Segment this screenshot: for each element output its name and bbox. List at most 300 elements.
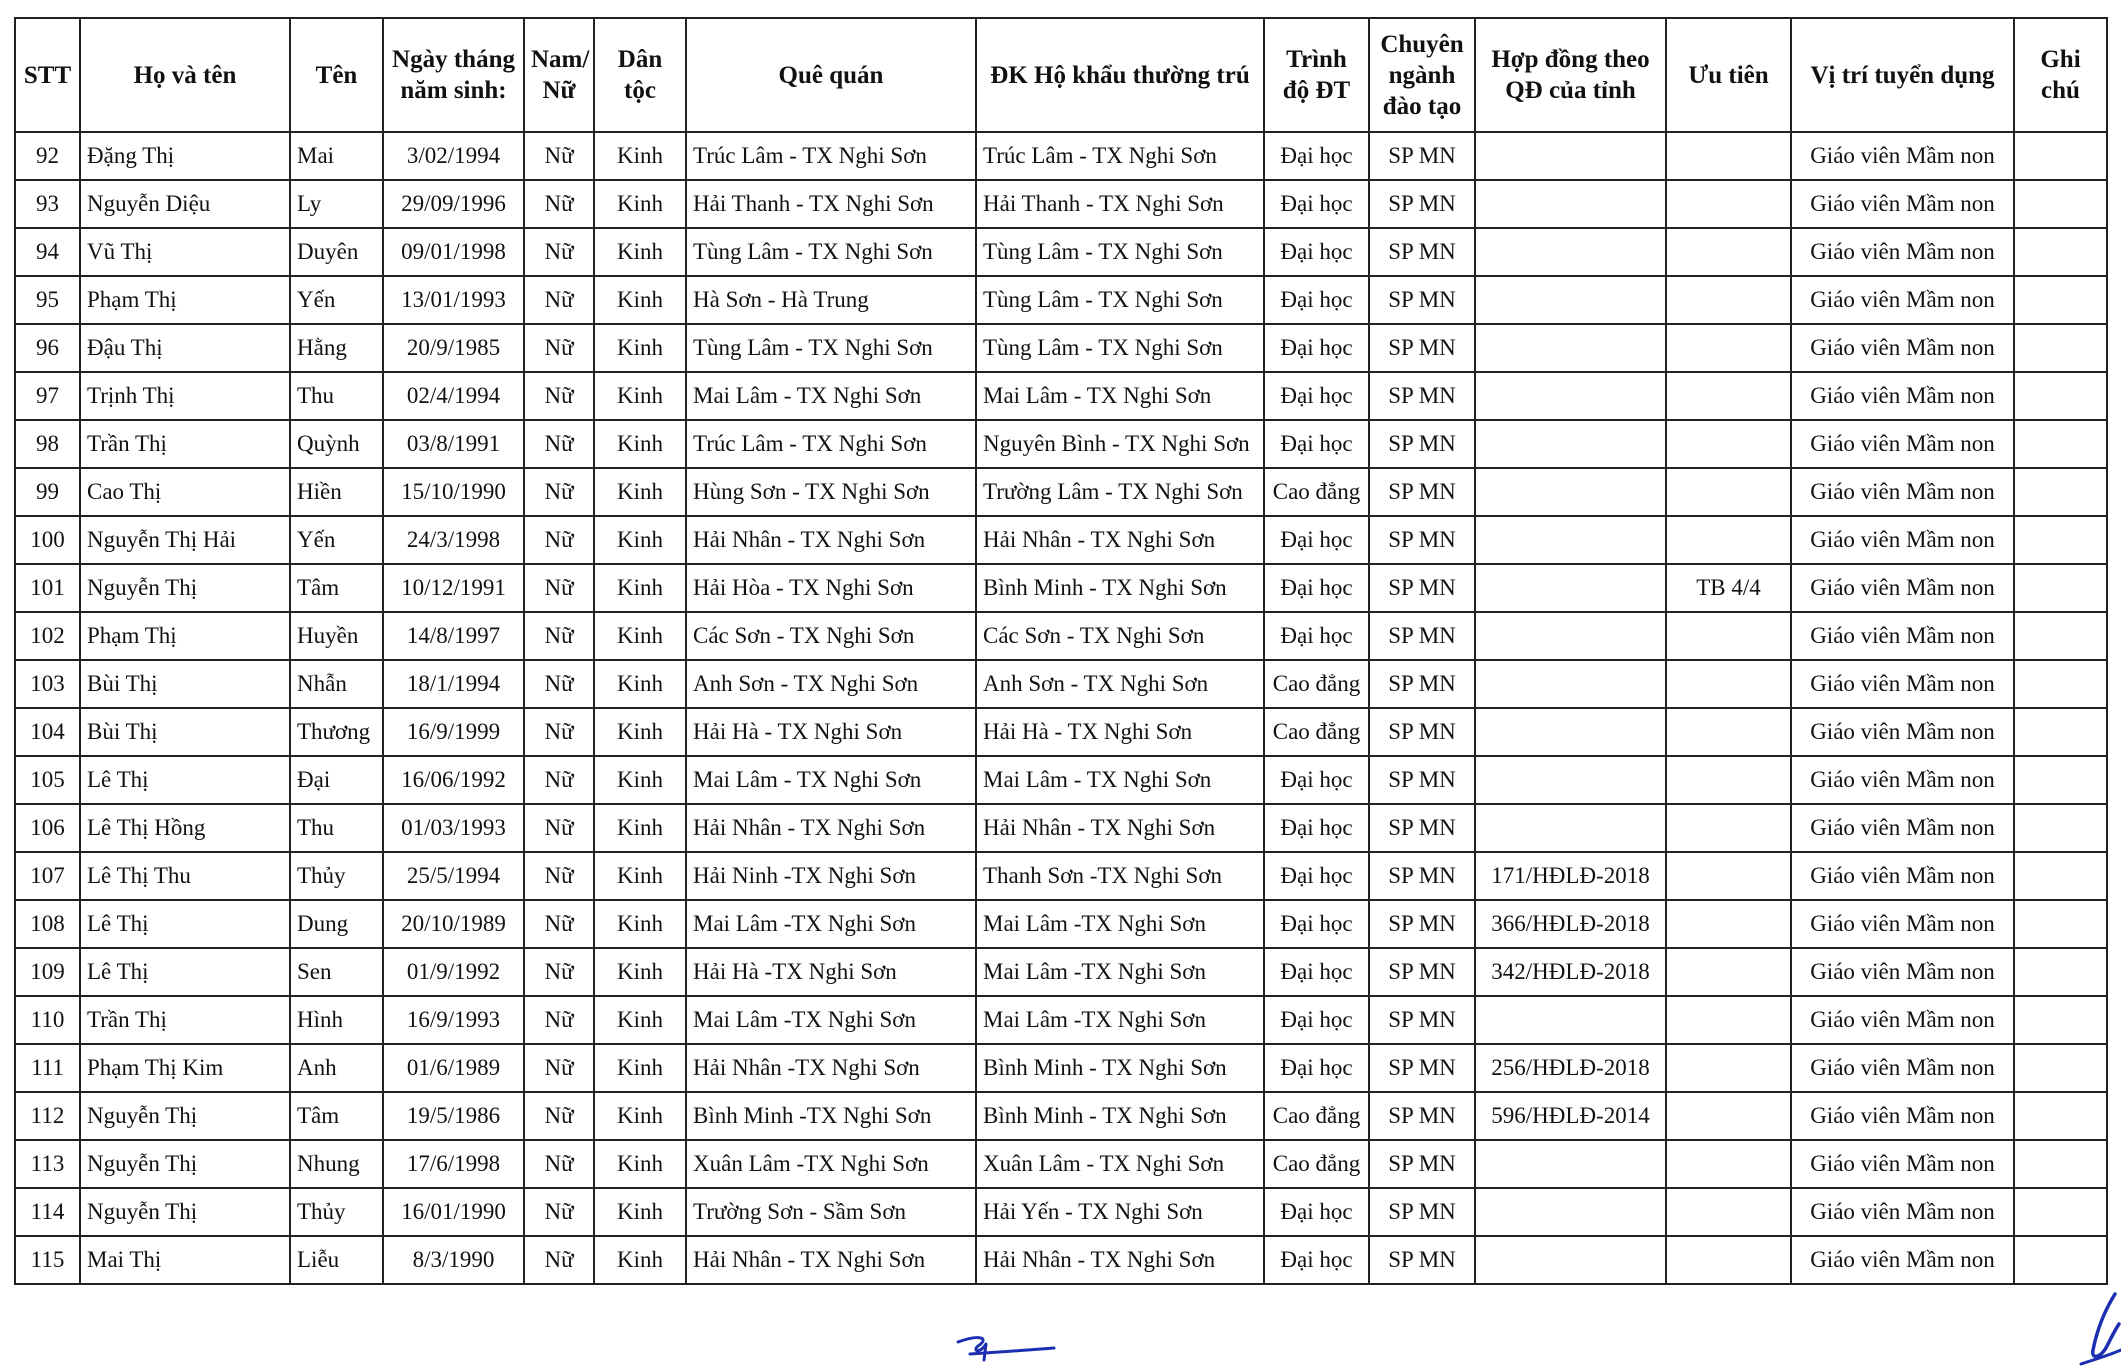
cell-ten: Anh bbox=[290, 1044, 383, 1092]
cell-stt: 93 bbox=[15, 180, 80, 228]
cell-que-quan: Trường Sơn - Sầm Sơn bbox=[686, 1188, 976, 1236]
cell-ten: Ly bbox=[290, 180, 383, 228]
cell-vi-tri: Giáo viên Mầm non bbox=[1791, 276, 2014, 324]
cell-ho-va-ten: Phạm Thị Kim bbox=[80, 1044, 290, 1092]
cell-hop-dong: 256/HĐLĐ-2018 bbox=[1475, 1044, 1666, 1092]
cell-ngay-sinh: 16/9/1993 bbox=[383, 996, 524, 1044]
cell-ghi-chu bbox=[2014, 852, 2107, 900]
header-chuyen-nganh: Chuyên ngành đào tạo bbox=[1369, 18, 1475, 132]
cell-hop-dong: 366/HĐLĐ-2018 bbox=[1475, 900, 1666, 948]
cell-que-quan: Xuân Lâm -TX Nghi Sơn bbox=[686, 1140, 976, 1188]
cell-ngay-sinh: 16/06/1992 bbox=[383, 756, 524, 804]
cell-que-quan: Tùng Lâm - TX Nghi Sơn bbox=[686, 324, 976, 372]
cell-ho-va-ten: Lê Thị bbox=[80, 948, 290, 996]
table-row bbox=[15, 852, 2107, 900]
cell-ten: Thương bbox=[290, 708, 383, 756]
cell-ngay-sinh: 3/02/1994 bbox=[383, 132, 524, 180]
cell-ten: Hình bbox=[290, 996, 383, 1044]
cell-ten: Liễu bbox=[290, 1236, 383, 1284]
cell-chuyen-nganh: SP MN bbox=[1369, 564, 1475, 612]
cell-trinh-do: Đại học bbox=[1264, 756, 1369, 804]
cell-hop-dong bbox=[1475, 660, 1666, 708]
cell-uu-tien bbox=[1666, 660, 1791, 708]
cell-vi-tri: Giáo viên Mầm non bbox=[1791, 180, 2014, 228]
signature-initials-right-icon bbox=[2075, 1290, 2121, 1369]
cell-stt: 105 bbox=[15, 756, 80, 804]
cell-que-quan: Hải Hà - TX Nghi Sơn bbox=[686, 708, 976, 756]
cell-hop-dong bbox=[1475, 468, 1666, 516]
table-row bbox=[15, 324, 2107, 372]
cell-ngay-sinh: 24/3/1998 bbox=[383, 516, 524, 564]
cell-que-quan: Hà Sơn - Hà Trung bbox=[686, 276, 976, 324]
cell-ghi-chu bbox=[2014, 900, 2107, 948]
cell-hop-dong bbox=[1475, 564, 1666, 612]
cell-hop-dong bbox=[1475, 1236, 1666, 1284]
cell-gioi-tinh: Nữ bbox=[524, 1236, 594, 1284]
cell-hop-dong bbox=[1475, 1140, 1666, 1188]
cell-ho-khau: Mai Lâm - TX Nghi Sơn bbox=[976, 372, 1264, 420]
cell-que-quan: Mai Lâm - TX Nghi Sơn bbox=[686, 372, 976, 420]
cell-ten: Huyền bbox=[290, 612, 383, 660]
cell-ngay-sinh: 8/3/1990 bbox=[383, 1236, 524, 1284]
cell-vi-tri: Giáo viên Mầm non bbox=[1791, 852, 2014, 900]
table-row bbox=[15, 420, 2107, 468]
cell-dan-toc: Kinh bbox=[594, 1188, 686, 1236]
cell-gioi-tinh: Nữ bbox=[524, 612, 594, 660]
cell-gioi-tinh: Nữ bbox=[524, 1188, 594, 1236]
cell-ghi-chu bbox=[2014, 612, 2107, 660]
cell-stt: 103 bbox=[15, 660, 80, 708]
header-ho-va-ten: Họ và tên bbox=[80, 18, 290, 132]
cell-chuyen-nganh: SP MN bbox=[1369, 1044, 1475, 1092]
cell-ho-va-ten: Trịnh Thị bbox=[80, 372, 290, 420]
cell-chuyen-nganh: SP MN bbox=[1369, 468, 1475, 516]
cell-ngay-sinh: 13/01/1993 bbox=[383, 276, 524, 324]
cell-uu-tien bbox=[1666, 852, 1791, 900]
cell-ten: Tâm bbox=[290, 564, 383, 612]
cell-gioi-tinh: Nữ bbox=[524, 900, 594, 948]
table-row bbox=[15, 660, 2107, 708]
cell-ghi-chu bbox=[2014, 468, 2107, 516]
cell-stt: 107 bbox=[15, 852, 80, 900]
cell-ten: Hiền bbox=[290, 468, 383, 516]
table-row bbox=[15, 900, 2107, 948]
cell-stt: 108 bbox=[15, 900, 80, 948]
cell-trinh-do: Đại học bbox=[1264, 804, 1369, 852]
cell-stt: 110 bbox=[15, 996, 80, 1044]
table-row bbox=[15, 468, 2107, 516]
cell-chuyen-nganh: SP MN bbox=[1369, 1140, 1475, 1188]
cell-que-quan: Bình Minh -TX Nghi Sơn bbox=[686, 1092, 976, 1140]
cell-chuyen-nganh: SP MN bbox=[1369, 612, 1475, 660]
cell-stt: 114 bbox=[15, 1188, 80, 1236]
cell-ho-va-ten: Nguyễn Thị bbox=[80, 1188, 290, 1236]
cell-ten: Yến bbox=[290, 276, 383, 324]
table-row bbox=[15, 372, 2107, 420]
cell-vi-tri: Giáo viên Mầm non bbox=[1791, 468, 2014, 516]
cell-chuyen-nganh: SP MN bbox=[1369, 132, 1475, 180]
cell-stt: 112 bbox=[15, 1092, 80, 1140]
cell-ho-khau: Các Sơn - TX Nghi Sơn bbox=[976, 612, 1264, 660]
cell-ho-va-ten: Bùi Thị bbox=[80, 708, 290, 756]
cell-que-quan: Hải Hà -TX Nghi Sơn bbox=[686, 948, 976, 996]
cell-ho-khau: Anh Sơn - TX Nghi Sơn bbox=[976, 660, 1264, 708]
header-row bbox=[15, 18, 2107, 132]
cell-ho-va-ten: Lê Thị bbox=[80, 900, 290, 948]
cell-chuyen-nganh: SP MN bbox=[1369, 660, 1475, 708]
cell-que-quan: Mai Lâm -TX Nghi Sơn bbox=[686, 996, 976, 1044]
cell-chuyen-nganh: SP MN bbox=[1369, 900, 1475, 948]
table-row bbox=[15, 756, 2107, 804]
cell-gioi-tinh: Nữ bbox=[524, 276, 594, 324]
cell-dan-toc: Kinh bbox=[594, 708, 686, 756]
cell-stt: 102 bbox=[15, 612, 80, 660]
cell-trinh-do: Đại học bbox=[1264, 1188, 1369, 1236]
cell-ten: Đại bbox=[290, 756, 383, 804]
signature-initials-center-icon bbox=[950, 1326, 1060, 1366]
cell-ngay-sinh: 15/10/1990 bbox=[383, 468, 524, 516]
cell-ho-khau: Mai Lâm -TX Nghi Sơn bbox=[976, 996, 1264, 1044]
table-row bbox=[15, 228, 2107, 276]
cell-vi-tri: Giáo viên Mầm non bbox=[1791, 1092, 2014, 1140]
cell-trinh-do: Đại học bbox=[1264, 900, 1369, 948]
cell-uu-tien bbox=[1666, 468, 1791, 516]
cell-ghi-chu bbox=[2014, 564, 2107, 612]
cell-gioi-tinh: Nữ bbox=[524, 420, 594, 468]
cell-ho-khau: Trường Lâm - TX Nghi Sơn bbox=[976, 468, 1264, 516]
cell-stt: 100 bbox=[15, 516, 80, 564]
cell-ho-va-ten: Nguyễn Thị Hải bbox=[80, 516, 290, 564]
cell-ngay-sinh: 09/01/1998 bbox=[383, 228, 524, 276]
cell-chuyen-nganh: SP MN bbox=[1369, 180, 1475, 228]
cell-trinh-do: Đại học bbox=[1264, 516, 1369, 564]
table-row bbox=[15, 276, 2107, 324]
cell-ngay-sinh: 01/03/1993 bbox=[383, 804, 524, 852]
cell-vi-tri: Giáo viên Mầm non bbox=[1791, 660, 2014, 708]
cell-ho-va-ten: Nguyễn Diệu bbox=[80, 180, 290, 228]
cell-trinh-do: Cao đẳng bbox=[1264, 1092, 1369, 1140]
cell-chuyen-nganh: SP MN bbox=[1369, 516, 1475, 564]
cell-vi-tri: Giáo viên Mầm non bbox=[1791, 228, 2014, 276]
cell-stt: 104 bbox=[15, 708, 80, 756]
cell-que-quan: Hải Nhân - TX Nghi Sơn bbox=[686, 516, 976, 564]
cell-ngay-sinh: 16/01/1990 bbox=[383, 1188, 524, 1236]
cell-ho-khau: Bình Minh - TX Nghi Sơn bbox=[976, 1044, 1264, 1092]
cell-vi-tri: Giáo viên Mầm non bbox=[1791, 516, 2014, 564]
cell-dan-toc: Kinh bbox=[594, 612, 686, 660]
cell-trinh-do: Đại học bbox=[1264, 180, 1369, 228]
cell-hop-dong bbox=[1475, 1188, 1666, 1236]
cell-ho-va-ten: Lê Thị Hồng bbox=[80, 804, 290, 852]
cell-ghi-chu bbox=[2014, 1236, 2107, 1284]
cell-ten: Tâm bbox=[290, 1092, 383, 1140]
header-vi-tri: Vị trí tuyển dụng bbox=[1791, 18, 2014, 132]
table-row bbox=[15, 180, 2107, 228]
cell-ten: Thủy bbox=[290, 1188, 383, 1236]
cell-uu-tien bbox=[1666, 324, 1791, 372]
cell-vi-tri: Giáo viên Mầm non bbox=[1791, 804, 2014, 852]
cell-ngay-sinh: 20/10/1989 bbox=[383, 900, 524, 948]
cell-ngay-sinh: 01/6/1989 bbox=[383, 1044, 524, 1092]
cell-chuyen-nganh: SP MN bbox=[1369, 948, 1475, 996]
cell-gioi-tinh: Nữ bbox=[524, 1092, 594, 1140]
cell-ten: Duyên bbox=[290, 228, 383, 276]
cell-trinh-do: Đại học bbox=[1264, 1236, 1369, 1284]
cell-que-quan: Hải Ninh -TX Nghi Sơn bbox=[686, 852, 976, 900]
cell-gioi-tinh: Nữ bbox=[524, 324, 594, 372]
cell-que-quan: Hải Hòa - TX Nghi Sơn bbox=[686, 564, 976, 612]
cell-ho-khau: Mai Lâm -TX Nghi Sơn bbox=[976, 948, 1264, 996]
cell-ngay-sinh: 17/6/1998 bbox=[383, 1140, 524, 1188]
cell-trinh-do: Đại học bbox=[1264, 132, 1369, 180]
cell-vi-tri: Giáo viên Mầm non bbox=[1791, 1236, 2014, 1284]
header-trinh-do: Trình độ ĐT bbox=[1264, 18, 1369, 132]
cell-chuyen-nganh: SP MN bbox=[1369, 276, 1475, 324]
cell-hop-dong bbox=[1475, 612, 1666, 660]
cell-stt: 113 bbox=[15, 1140, 80, 1188]
cell-ho-khau: Hải Nhân - TX Nghi Sơn bbox=[976, 1236, 1264, 1284]
cell-ho-khau: Hải Nhân - TX Nghi Sơn bbox=[976, 804, 1264, 852]
cell-ngay-sinh: 01/9/1992 bbox=[383, 948, 524, 996]
cell-dan-toc: Kinh bbox=[594, 372, 686, 420]
cell-ghi-chu bbox=[2014, 372, 2107, 420]
cell-dan-toc: Kinh bbox=[594, 804, 686, 852]
candidate-table bbox=[14, 17, 2108, 1285]
cell-ho-khau: Mai Lâm -TX Nghi Sơn bbox=[976, 900, 1264, 948]
cell-vi-tri: Giáo viên Mầm non bbox=[1791, 420, 2014, 468]
cell-hop-dong bbox=[1475, 420, 1666, 468]
cell-dan-toc: Kinh bbox=[594, 852, 686, 900]
cell-dan-toc: Kinh bbox=[594, 420, 686, 468]
cell-hop-dong bbox=[1475, 324, 1666, 372]
cell-dan-toc: Kinh bbox=[594, 180, 686, 228]
cell-trinh-do: Đại học bbox=[1264, 948, 1369, 996]
cell-hop-dong: 596/HĐLĐ-2014 bbox=[1475, 1092, 1666, 1140]
cell-ghi-chu bbox=[2014, 1188, 2107, 1236]
cell-uu-tien bbox=[1666, 1044, 1791, 1092]
table-row bbox=[15, 1140, 2107, 1188]
cell-uu-tien bbox=[1666, 948, 1791, 996]
cell-ho-va-ten: Mai Thị bbox=[80, 1236, 290, 1284]
cell-dan-toc: Kinh bbox=[594, 228, 686, 276]
cell-vi-tri: Giáo viên Mầm non bbox=[1791, 756, 2014, 804]
cell-chuyen-nganh: SP MN bbox=[1369, 852, 1475, 900]
cell-stt: 109 bbox=[15, 948, 80, 996]
cell-trinh-do: Cao đẳng bbox=[1264, 1140, 1369, 1188]
cell-ho-khau: Xuân Lâm - TX Nghi Sơn bbox=[976, 1140, 1264, 1188]
cell-ngay-sinh: 14/8/1997 bbox=[383, 612, 524, 660]
cell-ho-va-ten: Cao Thị bbox=[80, 468, 290, 516]
cell-chuyen-nganh: SP MN bbox=[1369, 1188, 1475, 1236]
cell-chuyen-nganh: SP MN bbox=[1369, 228, 1475, 276]
cell-stt: 115 bbox=[15, 1236, 80, 1284]
cell-ghi-chu bbox=[2014, 324, 2107, 372]
cell-trinh-do: Đại học bbox=[1264, 564, 1369, 612]
cell-stt: 101 bbox=[15, 564, 80, 612]
header-dan-toc: Dân tộc bbox=[594, 18, 686, 132]
cell-vi-tri: Giáo viên Mầm non bbox=[1791, 612, 2014, 660]
cell-dan-toc: Kinh bbox=[594, 132, 686, 180]
cell-ten: Sen bbox=[290, 948, 383, 996]
cell-trinh-do: Đại học bbox=[1264, 372, 1369, 420]
cell-vi-tri: Giáo viên Mầm non bbox=[1791, 1140, 2014, 1188]
cell-chuyen-nganh: SP MN bbox=[1369, 420, 1475, 468]
cell-dan-toc: Kinh bbox=[594, 1044, 686, 1092]
cell-ho-va-ten: Nguyễn Thị bbox=[80, 1140, 290, 1188]
cell-que-quan: Anh Sơn - TX Nghi Sơn bbox=[686, 660, 976, 708]
cell-ho-khau: Nguyên Bình - TX Nghi Sơn bbox=[976, 420, 1264, 468]
header-uu-tien: Ưu tiên bbox=[1666, 18, 1791, 132]
cell-ten: Nhung bbox=[290, 1140, 383, 1188]
cell-ho-khau: Hải Yến - TX Nghi Sơn bbox=[976, 1188, 1264, 1236]
cell-ghi-chu bbox=[2014, 660, 2107, 708]
cell-dan-toc: Kinh bbox=[594, 996, 686, 1044]
cell-ho-va-ten: Trần Thị bbox=[80, 420, 290, 468]
cell-dan-toc: Kinh bbox=[594, 564, 686, 612]
cell-ten: Yến bbox=[290, 516, 383, 564]
table-row bbox=[15, 948, 2107, 996]
cell-dan-toc: Kinh bbox=[594, 1092, 686, 1140]
cell-ho-khau: Bình Minh - TX Nghi Sơn bbox=[976, 1092, 1264, 1140]
cell-ghi-chu bbox=[2014, 948, 2107, 996]
cell-hop-dong: 342/HĐLĐ-2018 bbox=[1475, 948, 1666, 996]
cell-trinh-do: Đại học bbox=[1264, 1044, 1369, 1092]
cell-ghi-chu bbox=[2014, 756, 2107, 804]
header-que-quan: Quê quán bbox=[686, 18, 976, 132]
cell-chuyen-nganh: SP MN bbox=[1369, 708, 1475, 756]
cell-stt: 97 bbox=[15, 372, 80, 420]
cell-ho-va-ten: Trần Thị bbox=[80, 996, 290, 1044]
cell-que-quan: Tùng Lâm - TX Nghi Sơn bbox=[686, 228, 976, 276]
cell-ghi-chu bbox=[2014, 276, 2107, 324]
cell-ho-khau: Hải Thanh - TX Nghi Sơn bbox=[976, 180, 1264, 228]
cell-uu-tien bbox=[1666, 372, 1791, 420]
cell-ten: Dung bbox=[290, 900, 383, 948]
cell-hop-dong bbox=[1475, 804, 1666, 852]
header-gioi-tinh: Nam/ Nữ bbox=[524, 18, 594, 132]
table-row bbox=[15, 516, 2107, 564]
cell-gioi-tinh: Nữ bbox=[524, 804, 594, 852]
cell-vi-tri: Giáo viên Mầm non bbox=[1791, 564, 2014, 612]
cell-ho-va-ten: Nguyễn Thị bbox=[80, 1092, 290, 1140]
cell-ghi-chu bbox=[2014, 804, 2107, 852]
cell-vi-tri: Giáo viên Mầm non bbox=[1791, 372, 2014, 420]
cell-gioi-tinh: Nữ bbox=[524, 708, 594, 756]
cell-ghi-chu bbox=[2014, 1092, 2107, 1140]
cell-uu-tien bbox=[1666, 1140, 1791, 1188]
cell-que-quan: Mai Lâm -TX Nghi Sơn bbox=[686, 900, 976, 948]
cell-que-quan: Trúc Lâm - TX Nghi Sơn bbox=[686, 420, 976, 468]
cell-que-quan: Hải Nhân -TX Nghi Sơn bbox=[686, 1044, 976, 1092]
cell-ten: Thu bbox=[290, 804, 383, 852]
cell-trinh-do: Đại học bbox=[1264, 228, 1369, 276]
cell-ho-khau: Trúc Lâm - TX Nghi Sơn bbox=[976, 132, 1264, 180]
cell-stt: 94 bbox=[15, 228, 80, 276]
cell-ho-va-ten: Vũ Thị bbox=[80, 228, 290, 276]
cell-ho-khau: Tùng Lâm - TX Nghi Sơn bbox=[976, 228, 1264, 276]
cell-chuyen-nganh: SP MN bbox=[1369, 324, 1475, 372]
cell-ten: Quỳnh bbox=[290, 420, 383, 468]
cell-hop-dong bbox=[1475, 180, 1666, 228]
cell-ho-khau: Hải Nhân - TX Nghi Sơn bbox=[976, 516, 1264, 564]
cell-chuyen-nganh: SP MN bbox=[1369, 804, 1475, 852]
table-row bbox=[15, 132, 2107, 180]
cell-uu-tien bbox=[1666, 420, 1791, 468]
cell-chuyen-nganh: SP MN bbox=[1369, 1092, 1475, 1140]
cell-uu-tien bbox=[1666, 996, 1791, 1044]
cell-ho-va-ten: Đậu Thị bbox=[80, 324, 290, 372]
cell-hop-dong bbox=[1475, 756, 1666, 804]
cell-uu-tien bbox=[1666, 612, 1791, 660]
table-row bbox=[15, 708, 2107, 756]
cell-que-quan: Hải Thanh - TX Nghi Sơn bbox=[686, 180, 976, 228]
cell-vi-tri: Giáo viên Mầm non bbox=[1791, 948, 2014, 996]
cell-ten: Thủy bbox=[290, 852, 383, 900]
cell-ghi-chu bbox=[2014, 708, 2107, 756]
cell-chuyen-nganh: SP MN bbox=[1369, 756, 1475, 804]
cell-hop-dong bbox=[1475, 228, 1666, 276]
cell-gioi-tinh: Nữ bbox=[524, 948, 594, 996]
cell-trinh-do: Đại học bbox=[1264, 276, 1369, 324]
cell-uu-tien bbox=[1666, 1188, 1791, 1236]
cell-gioi-tinh: Nữ bbox=[524, 228, 594, 276]
cell-ho-va-ten: Phạm Thị bbox=[80, 612, 290, 660]
cell-stt: 95 bbox=[15, 276, 80, 324]
cell-uu-tien bbox=[1666, 708, 1791, 756]
cell-ghi-chu bbox=[2014, 132, 2107, 180]
cell-gioi-tinh: Nữ bbox=[524, 1044, 594, 1092]
cell-uu-tien bbox=[1666, 1092, 1791, 1140]
table-body bbox=[15, 132, 2107, 1284]
table-row bbox=[15, 564, 2107, 612]
cell-ghi-chu bbox=[2014, 180, 2107, 228]
cell-trinh-do: Cao đẳng bbox=[1264, 708, 1369, 756]
cell-dan-toc: Kinh bbox=[594, 948, 686, 996]
cell-que-quan: Hải Nhân - TX Nghi Sơn bbox=[686, 1236, 976, 1284]
cell-trinh-do: Cao đẳng bbox=[1264, 660, 1369, 708]
cell-chuyen-nganh: SP MN bbox=[1369, 996, 1475, 1044]
cell-trinh-do: Đại học bbox=[1264, 420, 1369, 468]
cell-uu-tien bbox=[1666, 1236, 1791, 1284]
cell-uu-tien bbox=[1666, 756, 1791, 804]
cell-vi-tri: Giáo viên Mầm non bbox=[1791, 1188, 2014, 1236]
cell-gioi-tinh: Nữ bbox=[524, 132, 594, 180]
cell-dan-toc: Kinh bbox=[594, 1236, 686, 1284]
cell-que-quan: Các Sơn - TX Nghi Sơn bbox=[686, 612, 976, 660]
cell-ho-va-ten: Lê Thị bbox=[80, 756, 290, 804]
cell-que-quan: Hải Nhân - TX Nghi Sơn bbox=[686, 804, 976, 852]
cell-stt: 96 bbox=[15, 324, 80, 372]
cell-trinh-do: Đại học bbox=[1264, 324, 1369, 372]
cell-vi-tri: Giáo viên Mầm non bbox=[1791, 900, 2014, 948]
table-row bbox=[15, 996, 2107, 1044]
cell-dan-toc: Kinh bbox=[594, 756, 686, 804]
cell-trinh-do: Đại học bbox=[1264, 996, 1369, 1044]
cell-ngay-sinh: 10/12/1991 bbox=[383, 564, 524, 612]
table-row bbox=[15, 1044, 2107, 1092]
cell-que-quan: Trúc Lâm - TX Nghi Sơn bbox=[686, 132, 976, 180]
cell-stt: 98 bbox=[15, 420, 80, 468]
cell-stt: 111 bbox=[15, 1044, 80, 1092]
header-ngay-sinh: Ngày tháng năm sinh: bbox=[383, 18, 524, 132]
cell-ho-va-ten: Đặng Thị bbox=[80, 132, 290, 180]
cell-hop-dong bbox=[1475, 276, 1666, 324]
cell-vi-tri: Giáo viên Mầm non bbox=[1791, 324, 2014, 372]
cell-ghi-chu bbox=[2014, 1140, 2107, 1188]
cell-hop-dong bbox=[1475, 372, 1666, 420]
table-row bbox=[15, 1092, 2107, 1140]
cell-ngay-sinh: 19/5/1986 bbox=[383, 1092, 524, 1140]
